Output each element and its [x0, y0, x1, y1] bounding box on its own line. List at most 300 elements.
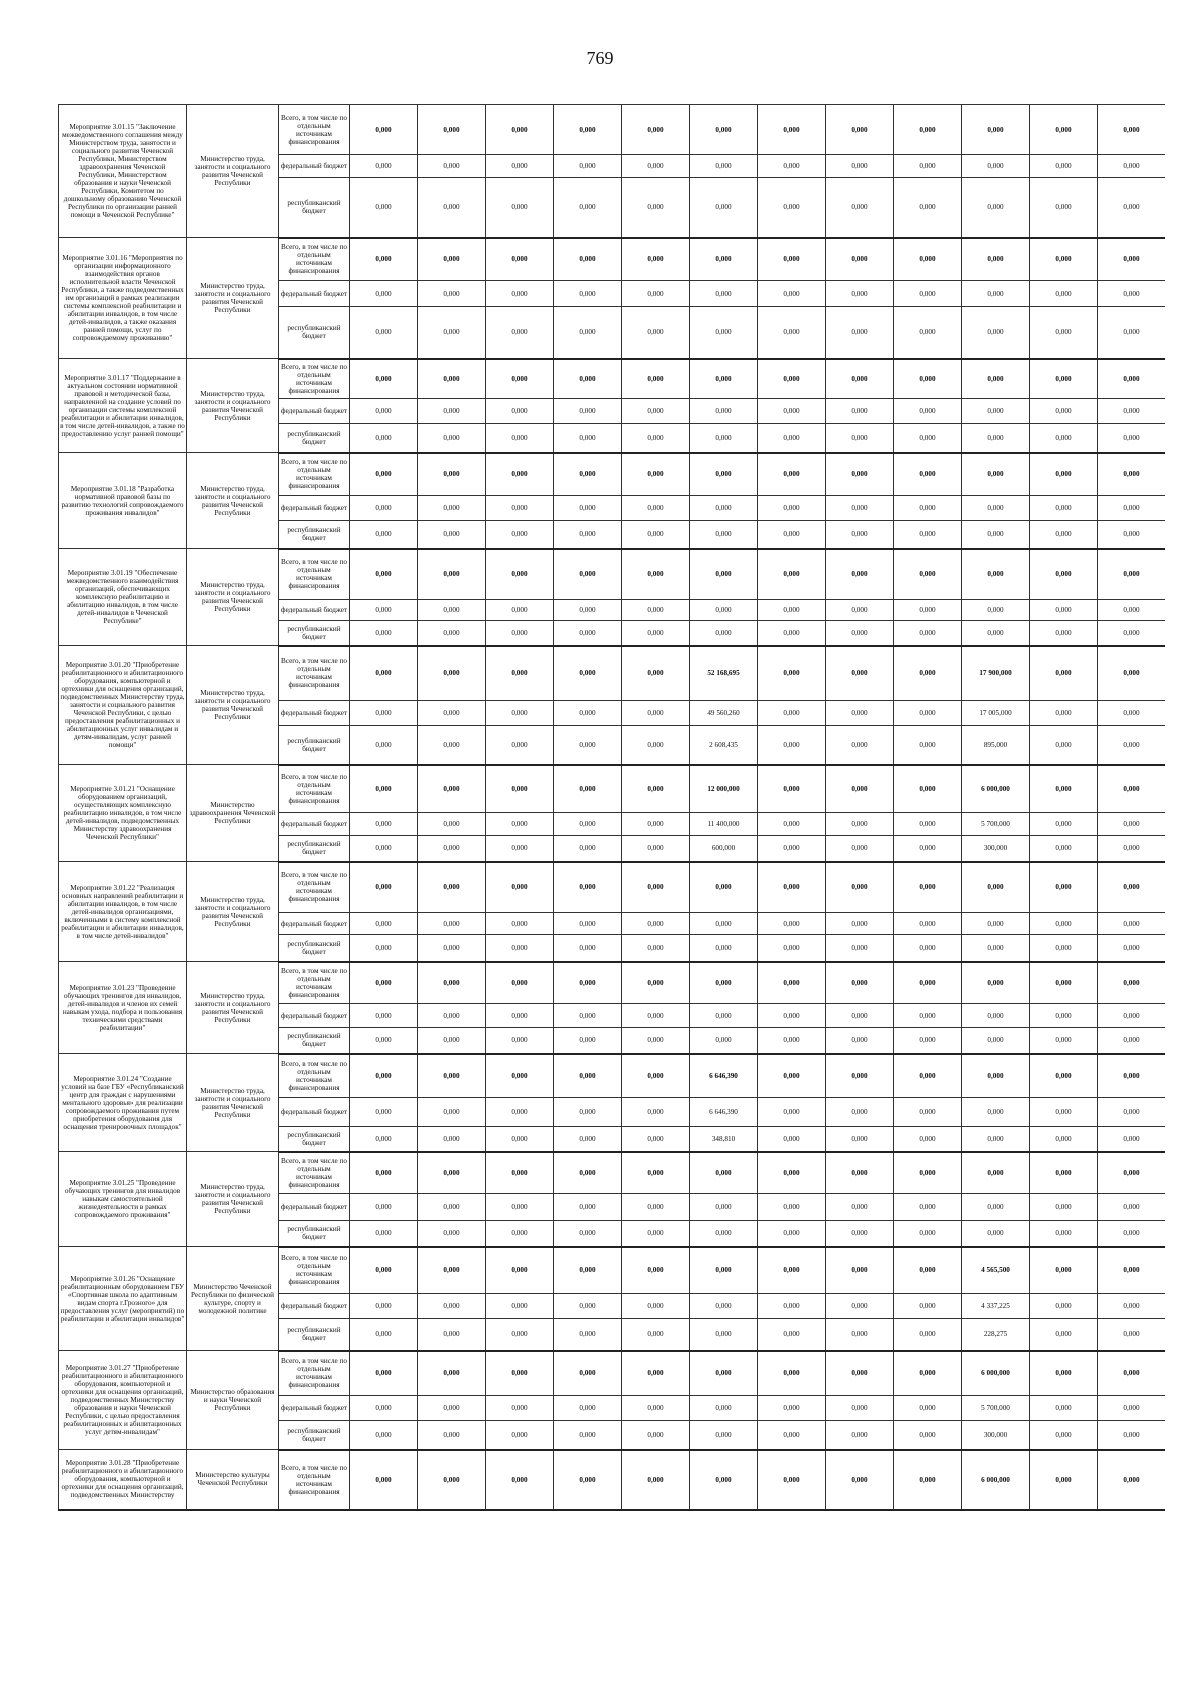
amount-cell: 0,000 [554, 1152, 622, 1194]
amount-cell: 0,000 [554, 1098, 622, 1127]
funding-source-label: республиканский бюджет [279, 1028, 350, 1054]
amount-cell: 0,000 [486, 765, 554, 813]
measure-executor: Министерство образования и науки Чеченской Республики [187, 1351, 279, 1450]
amount-cell: 0,000 [418, 1194, 486, 1221]
amount-cell: 0,000 [554, 621, 622, 646]
amount-cell: 0,000 [894, 1247, 962, 1294]
amount-cell: 0,000 [486, 307, 554, 359]
amount-cell: 0,000 [690, 1028, 758, 1054]
amount-cell: 0,000 [690, 1351, 758, 1396]
amount-cell: 0,000 [622, 178, 690, 238]
amount-cell: 0,000 [1030, 1004, 1098, 1028]
amount-cell: 0,000 [486, 399, 554, 424]
amount-cell: 0,000 [894, 1152, 962, 1194]
amount-cell: 0,000 [758, 307, 826, 359]
funding-source-label: Всего, в том числе по отдельным источникам финансирования [279, 765, 350, 813]
amount-cell: 0,000 [1098, 935, 1166, 962]
amount-cell: 0,000 [758, 1450, 826, 1510]
amount-cell: 4 337,225 [962, 1294, 1030, 1319]
amount-cell: 300,000 [962, 1421, 1030, 1450]
amount-cell: 0,000 [826, 913, 894, 935]
amount-cell: 0,000 [486, 424, 554, 453]
amount-cell: 0,000 [1030, 1098, 1098, 1127]
measure-title: Мероприятие 3.01.25 "Проведение обучающих тренингов для инвалидов навыкам самостоятельной жизнедеятельности в рамках сопровождаемого проживания" [59, 1152, 187, 1247]
amount-cell: 0,000 [554, 1194, 622, 1221]
amount-cell: 0,000 [418, 424, 486, 453]
funding-source-label: федеральный бюджет [279, 399, 350, 424]
amount-cell: 0,000 [894, 1421, 962, 1450]
funding-source-label: федеральный бюджет [279, 1396, 350, 1421]
amount-cell: 0,000 [758, 1396, 826, 1421]
amount-cell: 0,000 [1030, 1421, 1098, 1450]
amount-cell: 0,000 [758, 424, 826, 453]
amount-cell: 0,000 [418, 701, 486, 726]
amount-cell: 0,000 [486, 155, 554, 178]
measure-executor: Министерство труда, занятости и социального развития Чеченской Республики [187, 549, 279, 646]
amount-cell: 0,000 [1098, 549, 1166, 600]
amount-cell: 0,000 [758, 1294, 826, 1319]
amount-cell: 0,000 [350, 1194, 418, 1221]
amount-cell: 0,000 [690, 281, 758, 307]
amount-cell: 0,000 [554, 359, 622, 399]
measure-executor: Министерство труда, занятости и социального развития Чеченской Республики [187, 962, 279, 1054]
amount-cell: 0,000 [894, 399, 962, 424]
amount-cell: 0,000 [894, 307, 962, 359]
amount-cell: 0,000 [962, 1127, 1030, 1152]
amount-cell: 0,000 [418, 359, 486, 399]
amount-cell: 0,000 [350, 1098, 418, 1127]
amount-cell: 0,000 [894, 862, 962, 913]
amount-cell: 6 000,000 [962, 765, 1030, 813]
amount-cell: 0,000 [418, 549, 486, 600]
amount-cell: 0,000 [1098, 1450, 1166, 1510]
amount-cell: 0,000 [350, 600, 418, 621]
amount-cell: 0,000 [826, 1004, 894, 1028]
amount-cell: 0,000 [622, 1098, 690, 1127]
amount-cell: 0,000 [1030, 155, 1098, 178]
amount-cell: 0,000 [758, 281, 826, 307]
amount-cell: 0,000 [894, 496, 962, 521]
amount-cell: 0,000 [350, 105, 418, 155]
amount-cell: 0,000 [826, 1294, 894, 1319]
funding-source-label: Всего, в том числе по отдельным источникам финансирования [279, 359, 350, 399]
amount-cell: 0,000 [622, 453, 690, 496]
amount-cell: 0,000 [1098, 913, 1166, 935]
measure-title: Мероприятие 3.01.22 "Реализация основных направлений реабилитации и абилитации инвалидов, в том числе детей-инвалидов организациями, включенными в систему комплексной реабилитации и абилитации инвалидов, в том числе детей-инвалидов" [59, 862, 187, 962]
amount-cell: 0,000 [418, 1054, 486, 1098]
measure-title: Мероприятие 3.01.23 "Проведение обучающих тренингов для инвалидов, детей-инвалидов и членов их семей навыкам ухода, подбора и пользования техническими средствами реабилитации" [59, 962, 187, 1054]
table-row [59, 1450, 1166, 1510]
amount-cell: 0,000 [554, 1127, 622, 1152]
amount-cell: 0,000 [894, 836, 962, 862]
amount-cell: 0,000 [894, 281, 962, 307]
amount-cell: 0,000 [350, 935, 418, 962]
amount-cell: 0,000 [350, 496, 418, 521]
amount-cell: 0,000 [418, 1098, 486, 1127]
amount-cell: 0,000 [486, 1247, 554, 1294]
amount-cell: 0,000 [486, 1319, 554, 1351]
amount-cell: 0,000 [418, 1152, 486, 1194]
amount-cell: 0,000 [554, 453, 622, 496]
amount-cell: 0,000 [690, 1319, 758, 1351]
amount-cell: 0,000 [486, 496, 554, 521]
amount-cell: 0,000 [350, 1351, 418, 1396]
amount-cell: 0,000 [486, 1450, 554, 1510]
amount-cell: 0,000 [1030, 726, 1098, 765]
amount-cell: 0,000 [622, 1351, 690, 1396]
measure-executor: Министерство труда, занятости и социального развития Чеченской Республики [187, 1054, 279, 1152]
amount-cell: 0,000 [350, 359, 418, 399]
amount-cell: 0,000 [554, 701, 622, 726]
amount-cell: 0,000 [1098, 281, 1166, 307]
amount-cell: 0,000 [418, 496, 486, 521]
amount-cell: 0,000 [622, 726, 690, 765]
amount-cell: 0,000 [350, 726, 418, 765]
amount-cell: 0,000 [554, 1054, 622, 1098]
amount-cell: 0,000 [622, 1028, 690, 1054]
amount-cell: 0,000 [758, 765, 826, 813]
amount-cell: 0,000 [622, 281, 690, 307]
measure-title: Мероприятие 3.01.18 "Разработка нормативной правовой базы по развитию технологий сопровождаемого проживания инвалидов" [59, 453, 187, 549]
table-row [59, 646, 1166, 701]
amount-cell: 0,000 [350, 1028, 418, 1054]
amount-cell: 0,000 [690, 307, 758, 359]
amount-cell: 0,000 [826, 935, 894, 962]
amount-cell: 0,000 [622, 307, 690, 359]
amount-cell: 0,000 [758, 862, 826, 913]
amount-cell: 0,000 [1030, 1028, 1098, 1054]
amount-cell: 0,000 [1030, 1247, 1098, 1294]
amount-cell: 0,000 [826, 1221, 894, 1247]
amount-cell: 0,000 [554, 1294, 622, 1319]
amount-cell: 0,000 [894, 701, 962, 726]
amount-cell: 0,000 [418, 1450, 486, 1510]
amount-cell: 0,000 [1030, 1450, 1098, 1510]
amount-cell: 0,000 [1030, 399, 1098, 424]
amount-cell: 0,000 [418, 1004, 486, 1028]
amount-cell: 0,000 [690, 453, 758, 496]
amount-cell: 0,000 [1030, 1294, 1098, 1319]
amount-cell: 0,000 [826, 862, 894, 913]
amount-cell: 0,000 [1030, 1221, 1098, 1247]
funding-source-label: республиканский бюджет [279, 1421, 350, 1450]
amount-cell: 0,000 [350, 701, 418, 726]
funding-source-label: республиканский бюджет [279, 726, 350, 765]
amount-cell: 0,000 [1098, 1221, 1166, 1247]
measure-executor: Министерство труда, занятости и социального развития Чеченской Республики [187, 862, 279, 962]
amount-cell: 0,000 [554, 1396, 622, 1421]
amount-cell: 0,000 [350, 1004, 418, 1028]
amount-cell: 0,000 [962, 1194, 1030, 1221]
amount-cell: 0,000 [690, 178, 758, 238]
amount-cell: 0,000 [758, 399, 826, 424]
amount-cell: 0,000 [962, 1098, 1030, 1127]
amount-cell: 0,000 [554, 1221, 622, 1247]
amount-cell: 0,000 [1098, 701, 1166, 726]
amount-cell: 0,000 [350, 621, 418, 646]
measure-title: Мероприятие 3.01.24 "Создание условий на базе ГБУ «Республиканский центр для граждан с нарушениями ментального здоровья» для реализации сопровождаемого проживания путем приобретения оборудования для оснащения тренировочных площадок" [59, 1054, 187, 1152]
amount-cell: 0,000 [1098, 1319, 1166, 1351]
amount-cell: 6 000,000 [962, 1351, 1030, 1396]
funding-source-label: Всего, в том числе по отдельным источникам финансирования [279, 962, 350, 1004]
amount-cell: 0,000 [758, 496, 826, 521]
amount-cell: 0,000 [894, 178, 962, 238]
amount-cell: 0,000 [690, 1421, 758, 1450]
amount-cell: 0,000 [758, 155, 826, 178]
amount-cell: 0,000 [554, 178, 622, 238]
funding-source-label: республиканский бюджет [279, 307, 350, 359]
amount-cell: 0,000 [622, 1421, 690, 1450]
amount-cell: 0,000 [826, 726, 894, 765]
amount-cell: 0,000 [418, 1351, 486, 1396]
amount-cell: 0,000 [894, 359, 962, 399]
funding-source-label: Всего, в том числе по отдельным источникам финансирования [279, 1450, 350, 1510]
funding-source-label: федеральный бюджет [279, 1098, 350, 1127]
amount-cell: 0,000 [418, 1028, 486, 1054]
amount-cell: 0,000 [622, 496, 690, 521]
amount-cell: 0,000 [826, 1152, 894, 1194]
budget-table [58, 104, 1165, 1511]
amount-cell: 0,000 [350, 521, 418, 549]
amount-cell: 0,000 [554, 913, 622, 935]
amount-cell: 0,000 [1030, 1351, 1098, 1396]
amount-cell: 0,000 [826, 1319, 894, 1351]
amount-cell: 0,000 [486, 178, 554, 238]
funding-source-label: федеральный бюджет [279, 913, 350, 935]
amount-cell: 0,000 [622, 521, 690, 549]
amount-cell: 0,000 [1098, 765, 1166, 813]
amount-cell: 0,000 [894, 1294, 962, 1319]
amount-cell: 0,000 [826, 307, 894, 359]
amount-cell: 0,000 [894, 646, 962, 701]
amount-cell: 0,000 [350, 399, 418, 424]
amount-cell: 0,000 [622, 424, 690, 453]
funding-source-label: республиканский бюджет [279, 1319, 350, 1351]
table-row [59, 1152, 1166, 1194]
amount-cell: 0,000 [826, 962, 894, 1004]
amount-cell: 0,000 [1098, 424, 1166, 453]
amount-cell: 0,000 [690, 600, 758, 621]
funding-source-label: федеральный бюджет [279, 496, 350, 521]
measure-executor: Министерство культуры Чеченской Республики [187, 1450, 279, 1510]
amount-cell: 0,000 [962, 913, 1030, 935]
amount-cell: 0,000 [486, 281, 554, 307]
table-row [59, 1054, 1166, 1098]
amount-cell: 0,000 [1030, 600, 1098, 621]
amount-cell: 0,000 [1030, 178, 1098, 238]
amount-cell: 0,000 [826, 1028, 894, 1054]
amount-cell: 0,000 [962, 1004, 1030, 1028]
amount-cell: 0,000 [894, 521, 962, 549]
amount-cell: 0,000 [758, 1127, 826, 1152]
amount-cell: 0,000 [1030, 424, 1098, 453]
amount-cell: 0,000 [350, 1221, 418, 1247]
measure-executor: Министерство труда, занятости и социального развития Чеченской Республики [187, 359, 279, 453]
amount-cell: 0,000 [1098, 1351, 1166, 1396]
funding-source-label: республиканский бюджет [279, 521, 350, 549]
amount-cell: 0,000 [554, 1421, 622, 1450]
funding-source-label: республиканский бюджет [279, 935, 350, 962]
amount-cell: 0,000 [690, 1194, 758, 1221]
amount-cell: 0,000 [758, 1152, 826, 1194]
amount-cell: 0,000 [690, 621, 758, 646]
amount-cell: 0,000 [418, 281, 486, 307]
amount-cell: 0,000 [826, 155, 894, 178]
measure-executor: Министерство труда, занятости и социального развития Чеченской Республики [187, 1152, 279, 1247]
amount-cell: 0,000 [894, 1004, 962, 1028]
amount-cell: 0,000 [690, 521, 758, 549]
amount-cell: 0,000 [486, 862, 554, 913]
measure-title: Мероприятие 3.01.20 "Приобретение реабилитационного и абилитационного оборудования, компьютерной и ортехники для оснащения организаций, подведомственных Министерству труда, занятости и социального развития Чеченской Республики, с целью предоставления реабилитационных и абилитационных услуг инвалидам и детям-инвалидам, услуг ранней помощи" [59, 646, 187, 765]
amount-cell: 0,000 [962, 399, 1030, 424]
amount-cell: 0,000 [826, 549, 894, 600]
amount-cell: 0,000 [1098, 155, 1166, 178]
amount-cell: 0,000 [486, 646, 554, 701]
funding-source-label: федеральный бюджет [279, 155, 350, 178]
amount-cell: 0,000 [350, 549, 418, 600]
amount-cell: 0,000 [622, 105, 690, 155]
table-row [59, 238, 1166, 281]
amount-cell: 0,000 [622, 701, 690, 726]
amount-cell: 17 005,000 [962, 701, 1030, 726]
amount-cell: 0,000 [622, 1294, 690, 1319]
table-row [59, 453, 1166, 496]
amount-cell: 0,000 [894, 1127, 962, 1152]
amount-cell: 0,000 [1098, 813, 1166, 836]
amount-cell: 0,000 [894, 238, 962, 281]
amount-cell: 0,000 [1098, 1396, 1166, 1421]
measure-executor: Министерство труда, занятости и социального развития Чеченской Республики [187, 646, 279, 765]
amount-cell: 0,000 [962, 549, 1030, 600]
amount-cell: 0,000 [622, 1396, 690, 1421]
amount-cell: 0,000 [690, 1221, 758, 1247]
amount-cell: 0,000 [1030, 453, 1098, 496]
table-row [59, 962, 1166, 1004]
amount-cell: 0,000 [826, 399, 894, 424]
amount-cell: 0,000 [1030, 1194, 1098, 1221]
amount-cell: 0,000 [758, 1351, 826, 1396]
amount-cell: 0,000 [418, 1396, 486, 1421]
amount-cell: 0,000 [486, 1396, 554, 1421]
amount-cell: 0,000 [418, 621, 486, 646]
funding-source-label: федеральный бюджет [279, 600, 350, 621]
amount-cell: 0,000 [758, 1004, 826, 1028]
amount-cell: 0,000 [1030, 962, 1098, 1004]
amount-cell: 0,000 [962, 238, 1030, 281]
amount-cell: 0,000 [350, 962, 418, 1004]
measure-title: Мероприятие 3.01.28 "Приобретение реабилитационного и абилитационного оборудования, компьютерной и ортехники для оснащения организаций, подведомственных Министерству [59, 1450, 187, 1510]
amount-cell: 0,000 [418, 307, 486, 359]
amount-cell: 0,000 [1098, 1247, 1166, 1294]
amount-cell: 0,000 [894, 1396, 962, 1421]
measure-executor: Министерство здравоохранения Чеченской Республики [187, 765, 279, 862]
amount-cell: 0,000 [418, 935, 486, 962]
amount-cell: 0,000 [826, 281, 894, 307]
amount-cell: 0,000 [622, 1450, 690, 1510]
amount-cell: 0,000 [1098, 1054, 1166, 1098]
measure-title: Мероприятие 3.01.16 "Мероприятия по организации информационного взаимодействия органов исполнительной власти Чеченской Республики, а также подведомственных им организаций в рамках реализации системы комплексной реабилитации и абилитации инвалидов, в том числе детей-инвалидов, а также оказания ранней помощи, услуг по сопровождаемому проживанию" [59, 238, 187, 359]
amount-cell: 348,810 [690, 1127, 758, 1152]
amount-cell: 0,000 [962, 307, 1030, 359]
amount-cell: 0,000 [554, 1247, 622, 1294]
amount-cell: 0,000 [826, 1351, 894, 1396]
amount-cell: 0,000 [1098, 1421, 1166, 1450]
table-row [59, 549, 1166, 600]
amount-cell: 0,000 [1098, 1098, 1166, 1127]
amount-cell: 0,000 [758, 549, 826, 600]
amount-cell: 0,000 [1098, 646, 1166, 701]
amount-cell: 0,000 [350, 1319, 418, 1351]
amount-cell: 0,000 [1030, 1319, 1098, 1351]
amount-cell: 0,000 [826, 178, 894, 238]
amount-cell: 0,000 [486, 1194, 554, 1221]
amount-cell: 0,000 [622, 1194, 690, 1221]
amount-cell: 0,000 [554, 1450, 622, 1510]
amount-cell: 0,000 [690, 155, 758, 178]
amount-cell: 0,000 [690, 1247, 758, 1294]
amount-cell: 0,000 [758, 1028, 826, 1054]
amount-cell: 0,000 [826, 1098, 894, 1127]
amount-cell: 0,000 [418, 962, 486, 1004]
amount-cell: 0,000 [554, 813, 622, 836]
amount-cell: 0,000 [962, 1054, 1030, 1098]
amount-cell: 0,000 [350, 424, 418, 453]
amount-cell: 0,000 [1098, 238, 1166, 281]
amount-cell: 0,000 [894, 1194, 962, 1221]
amount-cell: 0,000 [1030, 1054, 1098, 1098]
amount-cell: 0,000 [758, 726, 826, 765]
amount-cell: 0,000 [622, 155, 690, 178]
amount-cell: 0,000 [1030, 646, 1098, 701]
amount-cell: 0,000 [418, 399, 486, 424]
amount-cell: 0,000 [554, 399, 622, 424]
amount-cell: 0,000 [962, 155, 1030, 178]
amount-cell: 0,000 [962, 621, 1030, 646]
amount-cell: 0,000 [962, 359, 1030, 399]
amount-cell: 0,000 [1098, 621, 1166, 646]
amount-cell: 0,000 [622, 1319, 690, 1351]
amount-cell: 0,000 [350, 1421, 418, 1450]
amount-cell: 0,000 [894, 1054, 962, 1098]
measure-title: Мероприятие 3.01.21 "Оснащение оборудованием организаций, осуществляющих комплексную реабилитацию инвалидов, в том числе детей-инвалидов, подведомственных Министерству здравоохранения Чеченской Республики" [59, 765, 187, 862]
funding-source-label: республиканский бюджет [279, 1221, 350, 1247]
amount-cell: 0,000 [622, 913, 690, 935]
amount-cell: 0,000 [622, 765, 690, 813]
amount-cell: 0,000 [894, 453, 962, 496]
amount-cell: 0,000 [486, 549, 554, 600]
amount-cell: 0,000 [894, 935, 962, 962]
amount-cell: 0,000 [894, 424, 962, 453]
amount-cell: 0,000 [350, 1294, 418, 1319]
amount-cell: 0,000 [350, 836, 418, 862]
amount-cell: 0,000 [962, 1028, 1030, 1054]
amount-cell: 0,000 [1030, 1396, 1098, 1421]
amount-cell: 0,000 [690, 496, 758, 521]
amount-cell: 0,000 [1098, 1194, 1166, 1221]
amount-cell: 0,000 [350, 1450, 418, 1510]
amount-cell: 0,000 [622, 1221, 690, 1247]
amount-cell: 0,000 [894, 155, 962, 178]
amount-cell: 0,000 [1030, 521, 1098, 549]
funding-source-label: Всего, в том числе по отдельным источникам финансирования [279, 238, 350, 281]
amount-cell: 0,000 [758, 359, 826, 399]
funding-source-label: федеральный бюджет [279, 1004, 350, 1028]
amount-cell: 0,000 [826, 1450, 894, 1510]
amount-cell: 6 000,000 [962, 1450, 1030, 1510]
amount-cell: 0,000 [622, 600, 690, 621]
amount-cell: 0,000 [418, 155, 486, 178]
amount-cell: 0,000 [758, 621, 826, 646]
